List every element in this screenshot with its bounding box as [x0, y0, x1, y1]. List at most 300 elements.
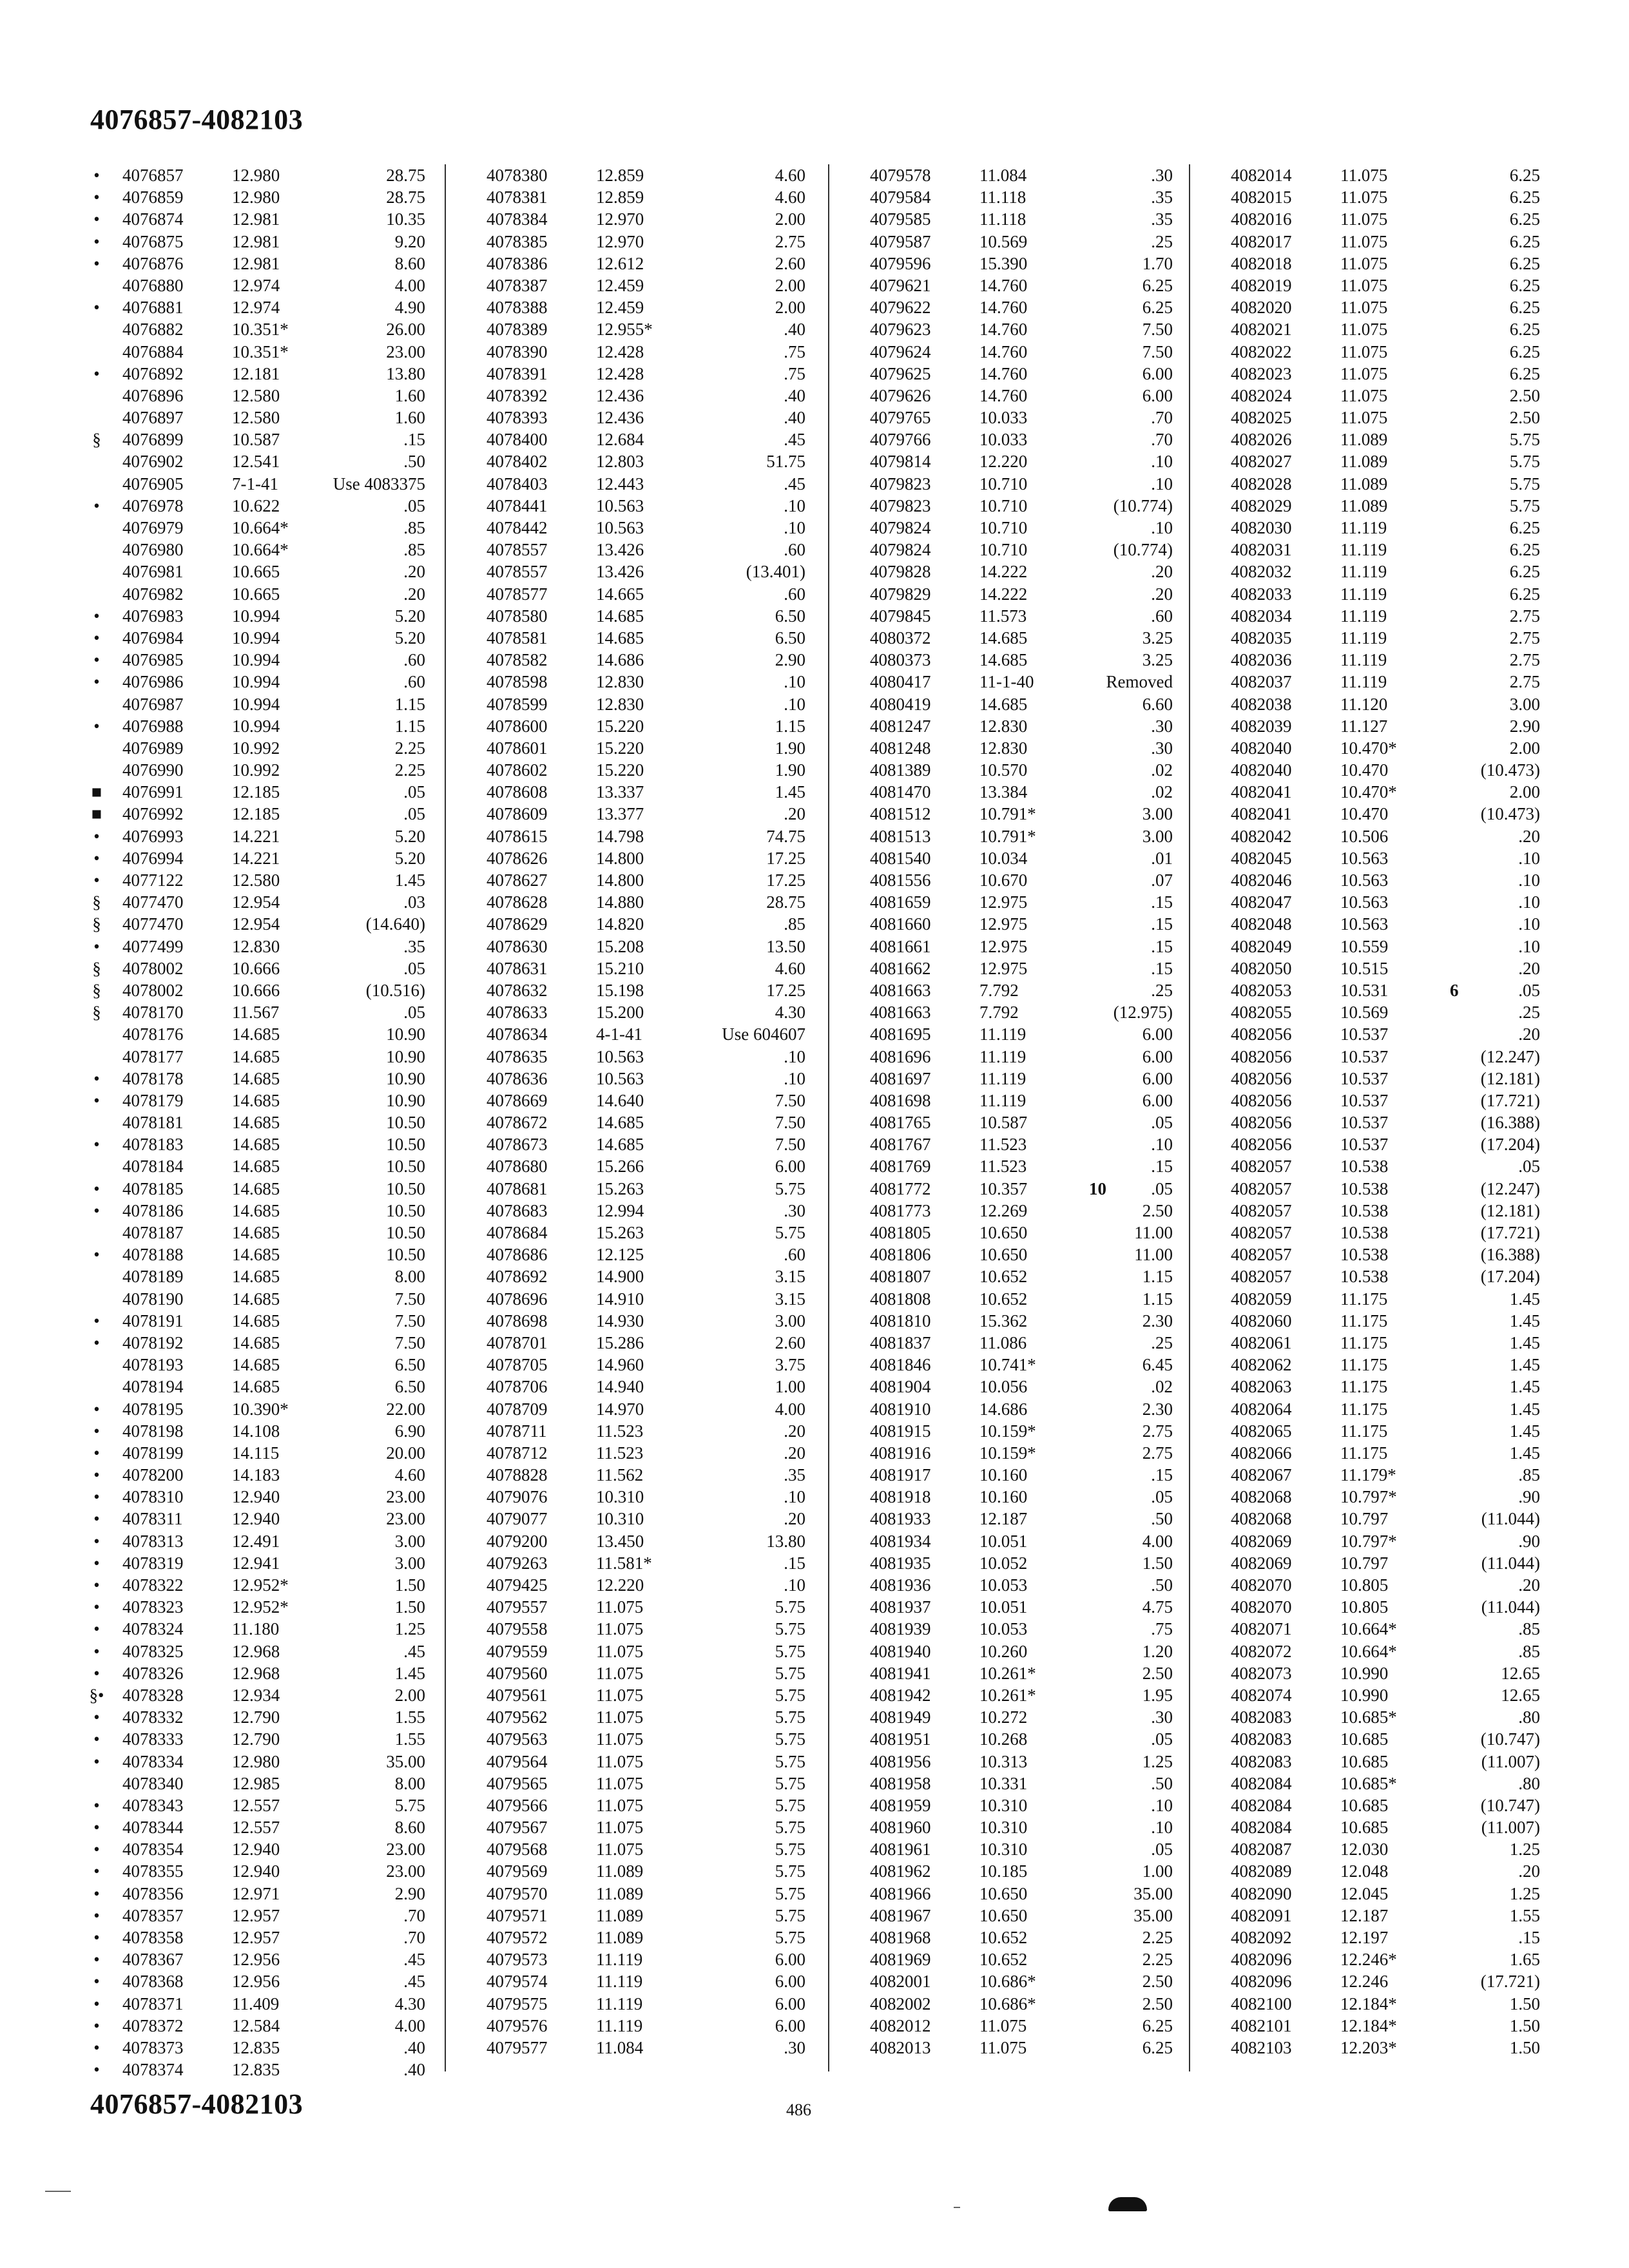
table-row: [831, 1640, 1192, 1662]
rate: 14.800: [596, 870, 644, 890]
part-number: 4082030: [1231, 518, 1292, 537]
table-row: [84, 1684, 445, 1706]
part-number: 4076986: [122, 672, 184, 692]
rate: 10.670: [979, 870, 1028, 890]
rate: 15.220: [596, 738, 644, 758]
table-row: [84, 2059, 445, 2081]
part-number: 4081917: [870, 1465, 931, 1485]
part-number: 4077470: [122, 892, 184, 912]
table-row: [831, 1001, 1192, 1023]
part-number: 4081846: [870, 1355, 931, 1375]
part-number: 4082084: [1231, 1773, 1292, 1793]
amount: .20: [403, 584, 425, 604]
amount: .45: [784, 430, 805, 450]
rate: 11.075: [1340, 408, 1388, 428]
amount: 5.75: [1509, 430, 1540, 450]
part-number: 4078357: [122, 1905, 184, 1925]
table-row: [1192, 1133, 1559, 1155]
amount: 4.60: [394, 1465, 425, 1485]
marker-left: •: [93, 1553, 100, 1573]
amount: 11.00: [1134, 1223, 1173, 1242]
amount: .75: [784, 363, 805, 383]
rate: 10.261*: [979, 1663, 1036, 1683]
amount: 2.00: [1509, 738, 1540, 758]
rate: 10.994: [232, 716, 280, 736]
page-title-bottom: 4076857-4082103: [90, 2088, 304, 2120]
rate: 12.980: [232, 166, 280, 185]
part-number: 4076902: [122, 452, 184, 472]
part-number: 4082026: [1231, 430, 1292, 450]
amount: 3.00: [1509, 694, 1540, 714]
part-number: 4082020: [1231, 298, 1292, 318]
table-row: [84, 1574, 445, 1596]
part-number: 4078635: [487, 1046, 548, 1066]
table-row: [831, 1948, 1192, 1970]
table-row: [1192, 1905, 1559, 1927]
rate: 11.075: [979, 2015, 1027, 2035]
rate: 11.075: [596, 1685, 644, 1705]
marker-left: •: [93, 1245, 100, 1265]
part-number: 4079200: [487, 1531, 548, 1551]
part-number: 4076984: [122, 628, 184, 648]
column-divider: [1189, 164, 1190, 2071]
marker-left: •: [93, 1663, 100, 1683]
part-number: 4078636: [487, 1068, 548, 1088]
rate: 14.820: [596, 914, 644, 934]
rate: 10.994: [232, 694, 280, 714]
part-number: 4076980: [122, 540, 184, 560]
rate: 10.538: [1340, 1200, 1389, 1220]
amount: 2.75: [1509, 650, 1540, 670]
part-number: 4082090: [1231, 1883, 1292, 1903]
table-row: [831, 1090, 1192, 1111]
rate: 11.119: [1340, 562, 1387, 582]
rate: 10.664*: [232, 540, 289, 560]
amount: 12.65: [1501, 1685, 1540, 1705]
rate: 12.934: [232, 1685, 280, 1705]
amount: 1.95: [1142, 1685, 1173, 1705]
amount: .10: [1518, 892, 1540, 912]
part-number: 4081933: [870, 1509, 931, 1529]
rate: 14.221: [232, 848, 280, 868]
table-row: [831, 583, 1192, 605]
amount: .50: [1151, 1509, 1173, 1529]
part-number: 4077470: [122, 914, 184, 934]
amount: 10.50: [386, 1223, 425, 1242]
part-number: 4081773: [870, 1200, 931, 1220]
part-number: 4078633: [487, 1003, 548, 1023]
part-number: 4078672: [487, 1113, 548, 1133]
part-number: 4081556: [870, 870, 931, 890]
table-row: [448, 561, 825, 582]
amount: 6.25: [1509, 320, 1540, 340]
table-row: [448, 473, 825, 495]
amount: 1.45: [394, 870, 425, 890]
part-number: 4078386: [487, 253, 548, 273]
amount: .10: [784, 518, 805, 537]
part-number: 4082036: [1231, 650, 1292, 670]
part-number: 4078631: [487, 958, 548, 978]
marker-left: •: [93, 1421, 100, 1441]
amount: 1.50: [394, 1575, 425, 1595]
table-row: [84, 495, 445, 517]
part-number: 4079624: [870, 341, 931, 361]
table-row: [448, 649, 825, 671]
marker-left: •: [93, 187, 100, 207]
table-row: [1192, 1970, 1559, 1992]
table-row: [448, 1530, 825, 1552]
part-number: 4079584: [870, 187, 931, 207]
rate: 12.981: [232, 209, 280, 229]
table-row: [448, 936, 825, 957]
part-number: 4082057: [1231, 1245, 1292, 1265]
part-number: 4082021: [1231, 320, 1292, 340]
amount: 1.15: [1142, 1289, 1173, 1309]
table-row: [831, 1927, 1192, 1948]
rate: 14.685: [232, 1377, 280, 1397]
table-row: [84, 1486, 445, 1508]
rate: 11.089: [596, 1928, 644, 1947]
part-number: 4078193: [122, 1355, 184, 1375]
amount: .20: [1151, 584, 1173, 604]
amount: 35.00: [1133, 1905, 1173, 1925]
part-number: 4079625: [870, 363, 931, 383]
rate: 11.409: [232, 1994, 280, 2013]
rate: 10.710: [979, 495, 1028, 515]
part-number: 4081662: [870, 958, 931, 978]
amount: 6.25: [1509, 231, 1540, 251]
rate: 13.337: [596, 782, 644, 802]
part-number: 4079576: [487, 2015, 548, 2035]
marker-left: •: [93, 2015, 100, 2035]
part-number: 4076989: [122, 738, 184, 758]
table-row: [1192, 1090, 1559, 1111]
amount: 2.75: [1142, 1443, 1173, 1463]
part-number: 4081806: [870, 1245, 931, 1265]
rate: 12.975: [979, 958, 1028, 978]
part-number: 4078354: [122, 1840, 184, 1860]
amount: (10.774): [1113, 540, 1173, 560]
part-number: 4081958: [870, 1773, 931, 1793]
rate: 12.940: [232, 1487, 280, 1507]
table-row: [448, 1265, 825, 1287]
table-row: [1192, 1200, 1559, 1222]
part-number: 4078355: [122, 1861, 184, 1881]
amount: 1.15: [1142, 1267, 1173, 1287]
part-number: 4082024: [1231, 385, 1292, 405]
amount: .35: [1151, 187, 1173, 207]
rate: 12.557: [232, 1795, 280, 1815]
amount: 5.75: [775, 1597, 805, 1617]
rate: 12.980: [232, 1751, 280, 1771]
amount: .20: [403, 562, 425, 582]
part-number: 4079425: [487, 1575, 548, 1595]
amount: 28.75: [386, 166, 425, 185]
rate: 10.159*: [979, 1421, 1036, 1441]
rate: 11.075: [596, 1795, 644, 1815]
amount: 2.50: [1142, 1972, 1173, 1992]
table-row: [84, 891, 445, 913]
amount: 1.90: [775, 760, 805, 780]
rate: 11.581*: [596, 1553, 652, 1573]
marker-left: •: [93, 1905, 100, 1925]
part-number: 4082040: [1231, 738, 1292, 758]
table-row: [84, 1023, 445, 1045]
amount: .30: [784, 2037, 805, 2057]
table-row: [448, 737, 825, 759]
amount: 1.45: [1509, 1421, 1540, 1441]
part-number: 4082064: [1231, 1399, 1292, 1419]
part-number: 4078680: [487, 1157, 548, 1177]
part-number: 4079263: [487, 1553, 548, 1573]
part-number: 4076982: [122, 584, 184, 604]
table-row: [831, 1706, 1192, 1728]
part-number: 4079567: [487, 1818, 548, 1838]
marker-left: •: [93, 870, 100, 890]
rate: 11.127: [1340, 716, 1388, 736]
marker-left: •: [93, 1200, 100, 1220]
column-1: [84, 164, 445, 2081]
rate: 10.686*: [979, 1994, 1036, 2013]
table-row: [831, 1354, 1192, 1376]
amount: .70: [1151, 430, 1173, 450]
amount: .10: [784, 1068, 805, 1088]
table-row: [831, 957, 1192, 979]
table-row: [84, 1090, 445, 1111]
part-number: 4082062: [1231, 1355, 1292, 1375]
amount: (17.204): [1480, 1135, 1540, 1155]
part-number: 4078557: [487, 540, 548, 560]
table-row: [448, 1883, 825, 1905]
rate: 10.313: [979, 1751, 1028, 1771]
amount: 1.25: [1142, 1751, 1173, 1771]
table-row: [831, 274, 1192, 296]
amount: .90: [1518, 1531, 1540, 1551]
part-number: 4082056: [1231, 1090, 1292, 1110]
marker-left: •: [93, 1994, 100, 2013]
part-number: 4078630: [487, 936, 548, 956]
amount: .15: [1151, 892, 1173, 912]
part-number: 4076983: [122, 606, 184, 626]
rate: 12.952*: [232, 1597, 289, 1617]
part-number: 4078199: [122, 1443, 184, 1463]
part-number: 4082100: [1231, 1994, 1292, 2013]
table-row: [448, 253, 825, 274]
part-number: 4078598: [487, 672, 548, 692]
amount: (17.721): [1480, 1223, 1540, 1242]
table-row: [84, 1640, 445, 1662]
rate: 12.790: [232, 1707, 280, 1727]
rate: 12.269: [979, 1200, 1028, 1220]
part-number: 4076896: [122, 385, 184, 405]
rate: 11.119: [1340, 672, 1387, 692]
rate: 12.954: [232, 892, 280, 912]
table-row: [448, 428, 825, 450]
part-number: 4082057: [1231, 1200, 1292, 1220]
amount: 1.50: [1142, 1553, 1173, 1573]
amount: 5.75: [775, 1883, 805, 1903]
table-row: [1192, 891, 1559, 913]
amount: 5.75: [1509, 452, 1540, 472]
amount: 5.75: [775, 1223, 805, 1242]
part-number: 4081935: [870, 1553, 931, 1573]
part-number: 4082023: [1231, 363, 1292, 383]
amount: .20: [784, 1421, 805, 1441]
part-number: 4078344: [122, 1818, 184, 1838]
amount: .02: [1151, 1377, 1173, 1397]
amount: 6.50: [775, 606, 805, 626]
rate: 14.686: [596, 650, 644, 670]
amount: (16.388): [1480, 1113, 1540, 1133]
rate: 12.830: [232, 936, 280, 956]
rate: 12.859: [596, 187, 644, 207]
amount: .50: [1151, 1773, 1173, 1793]
rate: 11.523: [979, 1135, 1027, 1155]
table-row: [1192, 1927, 1559, 1948]
rate: 11.075: [1340, 320, 1388, 340]
table-row: [1192, 1530, 1559, 1552]
table-row: [1192, 539, 1559, 561]
table-row: [448, 1023, 825, 1045]
table-row: [1192, 605, 1559, 627]
part-number: 4082101: [1231, 2015, 1292, 2035]
amount: 6.25: [1509, 363, 1540, 383]
table-row: [84, 715, 445, 737]
part-number: 4078608: [487, 782, 548, 802]
amount: 6.25: [1509, 341, 1540, 361]
table-row: [831, 913, 1192, 935]
table-row: [84, 1155, 445, 1177]
part-number: 4077122: [122, 870, 184, 890]
part-number: 4079823: [870, 474, 931, 494]
rate: 13.426: [596, 562, 644, 582]
table-row: [831, 1662, 1192, 1684]
rate: 10.666: [232, 980, 280, 1000]
rate: 12.220: [596, 1575, 644, 1595]
table-row: [1192, 671, 1559, 693]
rate: 11.573: [979, 606, 1027, 626]
amount: 1.45: [1509, 1443, 1540, 1463]
rate: 12.954: [232, 914, 280, 934]
amount: .10: [784, 495, 805, 515]
part-number: 4076991: [122, 782, 184, 802]
amount: 5.75: [775, 1861, 805, 1881]
amount: 2.00: [1509, 782, 1540, 802]
table-row: [831, 2037, 1192, 2059]
rate: 10.053: [979, 1575, 1028, 1595]
rate: 12.970: [596, 231, 644, 251]
marker-left: •: [93, 1090, 100, 1110]
table-row: [448, 341, 825, 363]
rate: 11.075: [1340, 363, 1388, 383]
part-number: 4079596: [870, 253, 931, 273]
amount: 1.60: [394, 408, 425, 428]
rate: 14.685: [232, 1223, 280, 1242]
part-number: 4076884: [122, 341, 184, 361]
rate: 11-1-40: [979, 672, 1034, 692]
marker-left: §: [92, 958, 101, 978]
rate: 10.538: [1340, 1267, 1389, 1287]
rate: 12.968: [232, 1641, 280, 1661]
marker-left: •: [93, 1332, 100, 1352]
table-row: [84, 208, 445, 230]
rate: 10.685: [1340, 1751, 1389, 1771]
rate: 10.650: [979, 1905, 1028, 1925]
table-row: [84, 1332, 445, 1354]
part-number: 4080373: [870, 650, 931, 670]
marker-left: •: [93, 1311, 100, 1331]
amount: .02: [1151, 760, 1173, 780]
rate: 10.652: [979, 1289, 1028, 1309]
amount: 3.00: [775, 1311, 805, 1331]
rate: 14.760: [979, 363, 1028, 383]
part-number: 4078190: [122, 1289, 184, 1309]
part-number: 4076876: [122, 253, 184, 273]
rate: 10.992: [232, 760, 280, 780]
amount: 7.50: [775, 1113, 805, 1133]
part-number: 4082031: [1231, 540, 1292, 560]
amount: 6.90: [394, 1421, 425, 1441]
part-number: 4082057: [1231, 1267, 1292, 1287]
rate: 10.051: [979, 1531, 1028, 1551]
amount: 28.75: [386, 187, 425, 207]
rate: 14.685: [232, 1113, 280, 1133]
rate: 11.084: [979, 166, 1027, 185]
table-row: [1192, 253, 1559, 274]
amount: .70: [403, 1928, 425, 1947]
table-row: [448, 1728, 825, 1750]
rate: 10.994: [232, 628, 280, 648]
table-row: [448, 1200, 825, 1222]
rate: 12.835: [232, 2037, 280, 2057]
rate: 11.119: [1340, 518, 1387, 537]
table-row: [448, 1751, 825, 1773]
rate: 10.470*: [1340, 738, 1397, 758]
amount: 5.75: [775, 1663, 805, 1683]
part-number: 4079765: [870, 408, 931, 428]
part-number: 4078828: [487, 1465, 548, 1485]
part-number: 4082053: [1231, 980, 1292, 1000]
rate: 11.089: [1340, 430, 1388, 450]
amount: .20: [784, 804, 805, 824]
rate: 10.570: [979, 760, 1028, 780]
part-number: 4082038: [1231, 694, 1292, 714]
amount: .10: [1151, 518, 1173, 537]
amount: 2.00: [775, 275, 805, 295]
rate: 10.685: [1340, 1818, 1389, 1838]
amount: 5.75: [1509, 495, 1540, 515]
part-number: 4078188: [122, 1245, 184, 1265]
amount: .10: [1151, 474, 1173, 494]
amount: 5.75: [1509, 474, 1540, 494]
amount: 1.50: [1509, 2015, 1540, 2035]
rate: 12.557: [232, 1818, 280, 1838]
part-number: 4078198: [122, 1421, 184, 1441]
amount: 2.00: [394, 1685, 425, 1705]
part-number: 4078384: [487, 209, 548, 229]
marker-left: •: [93, 1619, 100, 1639]
amount: (17.721): [1480, 1972, 1540, 1992]
part-number: 4082057: [1231, 1157, 1292, 1177]
amount: 6.25: [1142, 275, 1173, 295]
amount: 8.60: [394, 1818, 425, 1838]
table-row: [1192, 1244, 1559, 1265]
rate: 12.974: [232, 275, 280, 295]
amount: .10: [1518, 870, 1540, 890]
amount: 28.75: [766, 892, 805, 912]
rate: 14.221: [232, 826, 280, 846]
rate: 14.760: [979, 385, 1028, 405]
